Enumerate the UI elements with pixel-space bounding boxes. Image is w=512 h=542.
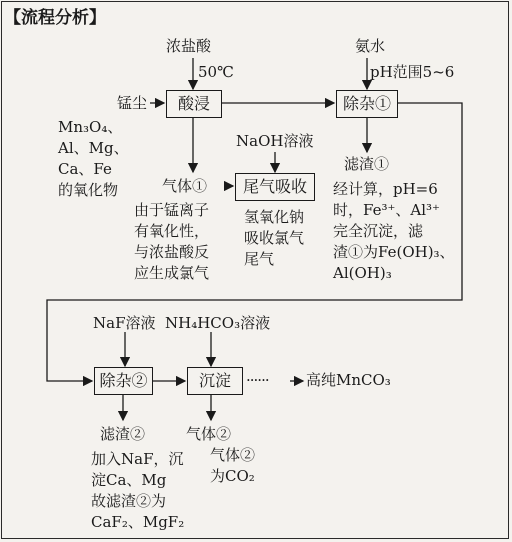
gas1-label: 气体① — [162, 177, 208, 195]
reagent-ammonia: 氨水 — [355, 37, 386, 55]
reagent-conc-hcl: 浓盐酸 — [166, 37, 212, 55]
feed-label: 锰尘 — [117, 94, 148, 112]
ellipsis: ······ — [246, 371, 269, 389]
reagent-naf: NaF溶液 — [93, 314, 156, 332]
reagent-nh4hco3: NH₄HCO₃溶液 — [165, 314, 271, 332]
gas2-label: 气体② — [186, 425, 232, 443]
tail-gas-box: 尾气吸收 — [235, 173, 315, 201]
ph-range: pH范围5~6 — [370, 63, 455, 81]
precipitate-box: 沉淀 — [187, 367, 243, 395]
section-header: 【流程分析】 — [4, 8, 106, 28]
product-label: 高纯MnCO₃ — [306, 371, 391, 389]
purify1-box: 除杂① — [336, 90, 398, 118]
temperature-label: 50℃ — [198, 63, 234, 81]
residue1-label: 滤渣① — [344, 155, 390, 173]
residue2-label: 滤渣② — [100, 425, 146, 443]
acid-leach-box: 酸浸 — [166, 90, 222, 118]
purify2-box: 除杂② — [94, 367, 153, 395]
reagent-naoh: NaOH溶液 — [236, 132, 314, 150]
